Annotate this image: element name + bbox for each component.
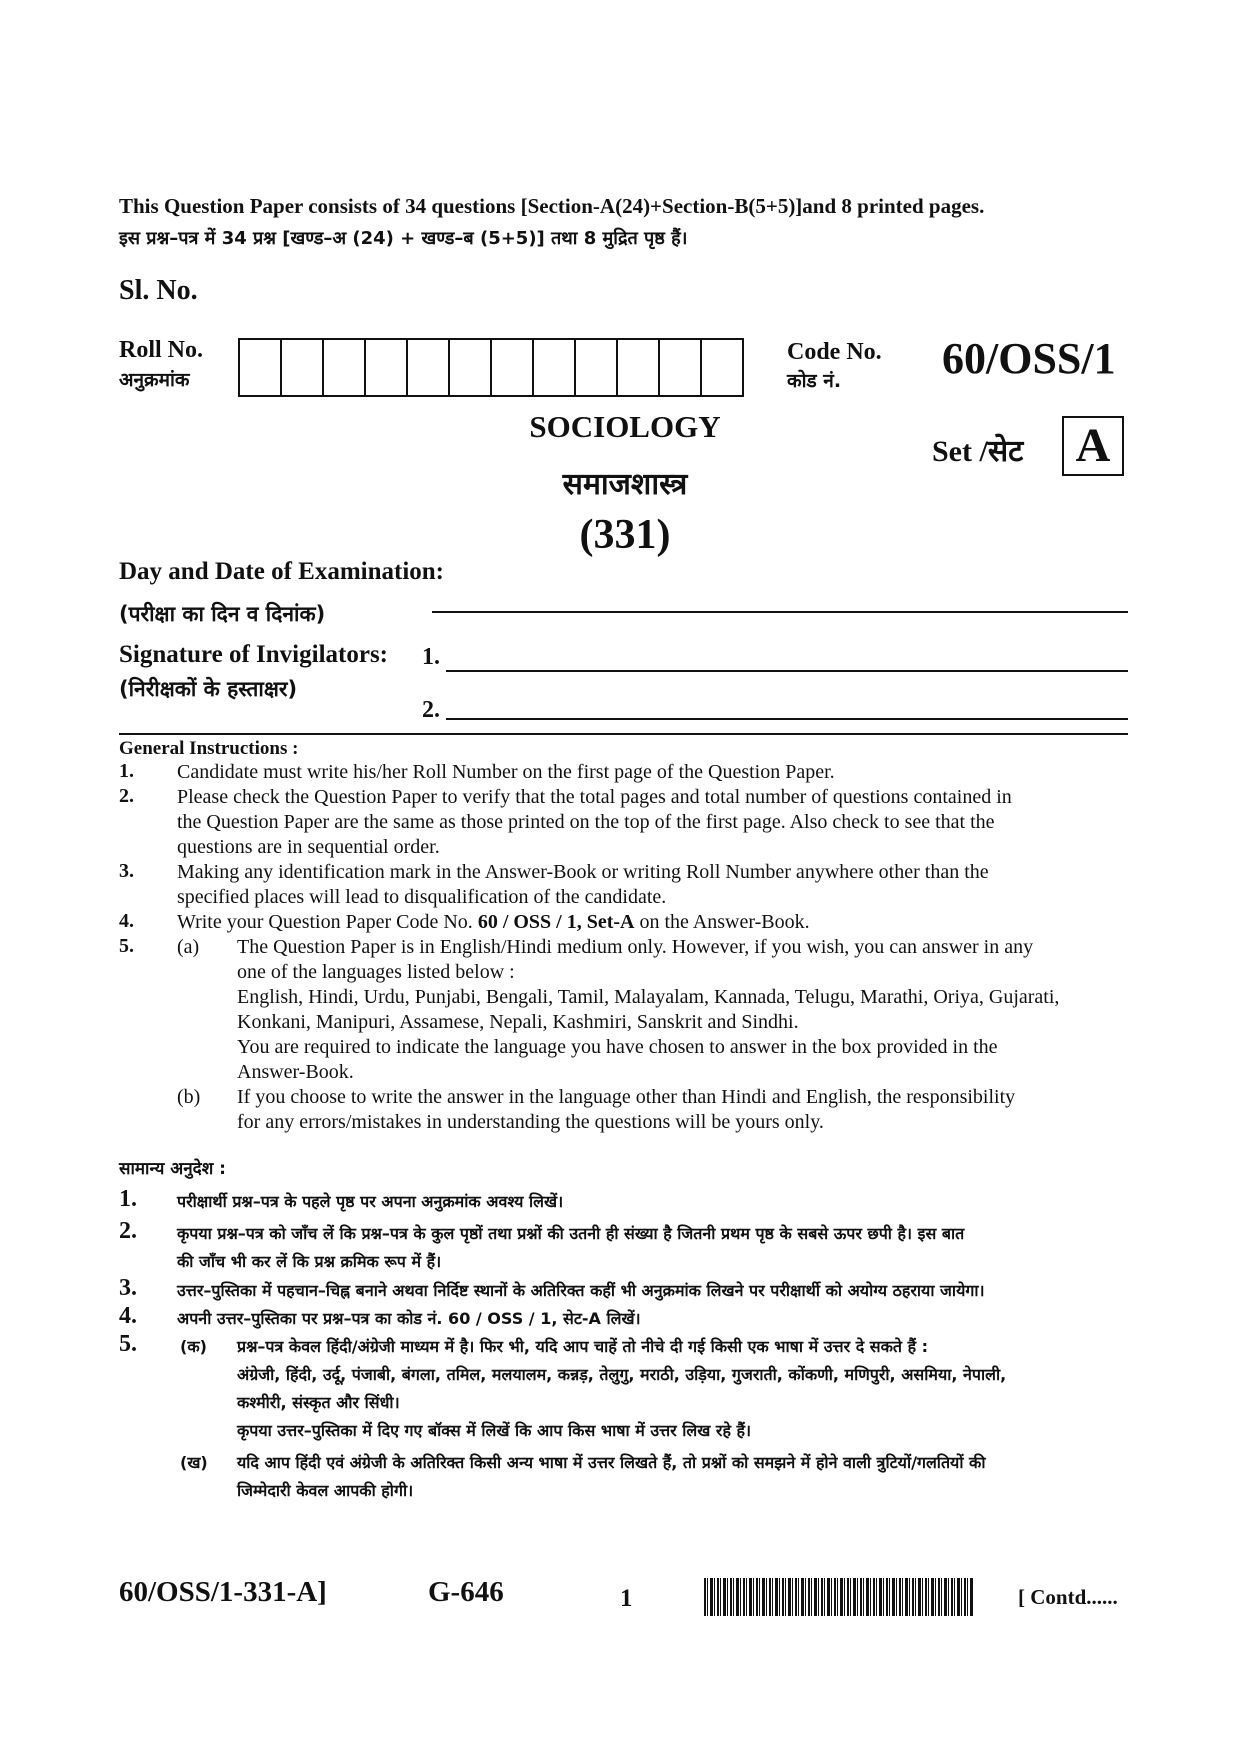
instruction-text: Making any identification mark in the Answer-Book or writing Roll Number anywhere other than the (177, 861, 989, 883)
invigilator-1-number: 1. (422, 644, 440, 670)
roll-number-cell[interactable] (364, 338, 408, 397)
instruction-number: 4. (119, 910, 134, 932)
hindi-instruction-text: कृपया उत्तर–पुस्तिका में दिए गए बॉक्स में लिखें कि आप किस भाषा में उत्तर लिख रहे हैं। (237, 1421, 752, 1440)
invigilator-label-hi: (निरीक्षकों के हस्ताक्षर) (119, 677, 298, 701)
roll-number-cell[interactable] (406, 338, 450, 397)
roll-number-cell[interactable] (616, 338, 660, 397)
exam-date-line[interactable] (432, 611, 1128, 613)
subject-hi: समाजशास्त्र (562, 467, 688, 502)
barcode (704, 1578, 974, 1616)
instruction-sub-label: (a) (177, 936, 200, 958)
footer-series: G-646 (428, 1576, 504, 1608)
instruction-text: Please check the Question Paper to verify that the total pages and total number of questions contained in (177, 786, 1012, 808)
hindi-instruction-text: अंग्रेजी, हिंदी, उर्दू, पंजाबी, बंगला, तमिल, मलयालम, कन्नड़, तेलुगु, मराठी, उड़िया, गुजराती, कोंकणी, मणिपुरी, असमिया, नेपाली, (237, 1365, 1007, 1384)
instruction-text: You are required to indicate the language you have chosen to answer in the box provided in the (237, 1036, 998, 1058)
hindi-instructions-heading: सामान्य अनुदेश : (119, 1159, 226, 1179)
instruction-text: the Question Paper are the same as those printed on the top of the first page. Also check to see that the (177, 811, 995, 833)
hindi-instruction-number: 4. (119, 1303, 137, 1329)
footer-contd: [ Contd...... (1018, 1585, 1118, 1609)
hindi-instruction-number: 3. (119, 1275, 137, 1301)
instruction-text: English, Hindi, Urdu, Punjabi, Bengali, Tamil, Malayalam, Kannada, Telugu, Marathi, Oriya, Gujarati, (237, 986, 1060, 1008)
instruction-text (177, 910, 810, 935)
instruction-text: specified places will lead to disqualification of the candidate. (177, 886, 667, 908)
roll-number-cell[interactable] (658, 338, 702, 397)
instruction-number: 5. (119, 935, 134, 957)
subject-en: SOCIOLOGY (529, 409, 721, 444)
roll-number-cell[interactable] (448, 338, 492, 397)
instruction-number: 3. (119, 860, 134, 882)
instruction-text: one of the languages listed below : (237, 961, 515, 983)
roll-number-cell[interactable] (322, 338, 366, 397)
hindi-instruction-text: प्रश्न–पत्र केवल हिंदी/अंग्रेजी माध्यम में है। फिर भी, यदि आप चाहें तो नीचे दी गई किसी एक भाषा में उत्तर दे सकते हैं : (237, 1337, 929, 1356)
header-line-en: This Question Paper consists of 34 questions [Section-A(24)+Section-B(5+5)]and 8 printed pages. (119, 194, 985, 218)
exam-date-label-hi: (परीक्षा का दिन व दिनांक) (119, 602, 326, 626)
header-line-hi: इस प्रश्न–पत्र में 34 प्रश्न [खण्ड–अ (24) + खण्ड–ब (5+5)] तथा 8 मुद्रित पृष्ठ हैं। (119, 228, 688, 249)
code-no-label: Code No. (787, 339, 882, 365)
instruction-text: If you choose to write the answer in the language other than Hindi and English, the responsibility (237, 1086, 1016, 1108)
roll-number-cell[interactable] (532, 338, 576, 397)
instruction-text: questions are in sequential order. (177, 836, 440, 858)
set-box: A (1062, 416, 1124, 476)
hindi-instruction-text: की जाँच भी कर लें कि प्रश्न क्रमिक रूप में हैं। (177, 1252, 442, 1271)
roll-number-cell[interactable] (574, 338, 618, 397)
hindi-instruction-number: 2. (119, 1218, 137, 1244)
instruction-text: The Question Paper is in English/Hindi medium only. However, if you wish, you can answer in any (237, 936, 1034, 958)
roll-number-cell[interactable] (238, 338, 282, 397)
instruction-sub-label: (b) (177, 1086, 201, 1108)
invigilator-1-line[interactable] (446, 670, 1128, 672)
instruction-text: for any errors/mistakes in understanding the questions will be yours only. (237, 1111, 824, 1133)
code-no-label-hi: कोड नं. (787, 370, 842, 392)
instruction-text-part: on the Answer-Book. (634, 911, 810, 933)
section-divider (119, 733, 1128, 735)
hindi-instruction-text: उत्तर–पुस्तिका में पहचान–चिह्न बनाने अथवा निर्दिष्ट स्थानों के अतिरिक्त कहीं भी अनुक्रमांक लिखने पर परीक्षार्थी को अयोग्य ठहराया जायेगा। (177, 1281, 985, 1300)
hindi-instruction-text: परीक्षार्थी प्रश्न–पत्र के पहले पृष्ठ पर अपना अनुक्रमांक अवश्य लिखें। (177, 1192, 564, 1211)
instruction-text: Konkani, Manipuri, Assamese, Nepali, Kashmiri, Sanskrit and Sindhi. (237, 1011, 799, 1033)
hindi-instruction-text: जिम्मेदारी केवल आपकी होगी। (237, 1481, 414, 1500)
roll-number-boxes[interactable] (240, 338, 744, 397)
general-instructions-heading: General Instructions : (119, 738, 299, 759)
hindi-instruction-text: कृपया प्रश्न–पत्र को जाँच लें कि प्रश्न–पत्र के कुल पृष्ठों तथा प्रश्नों की उतनी ही संख्या है जितनी प्रथम पृष्ठ के सबसे ऊपर छपी है। इस बात (177, 1224, 965, 1243)
roll-no-label-hi: अनुक्रमांक (119, 369, 190, 391)
exam-date-label: Day and Date of Examination: (119, 558, 445, 585)
subject-code: (331) (579, 512, 671, 558)
hindi-instruction-number: 5. (119, 1331, 137, 1357)
instruction-number: 2. (119, 785, 134, 807)
hindi-instruction-text: अपनी उत्तर–पुस्तिका पर प्रश्न–पत्र का कोड नं. 60 / OSS / 1, सेट-A लिखें। (177, 1309, 641, 1328)
sl-no-label: Sl. No. (119, 275, 198, 306)
code-no-value: 60/OSS/1 (942, 334, 1116, 383)
set-label: Set /सेट (932, 435, 1024, 468)
instruction-text: Answer-Book. (237, 1061, 354, 1083)
instruction-number: 1. (119, 760, 134, 782)
roll-number-cell[interactable] (490, 338, 534, 397)
hindi-instruction-text: कश्मीरी, संस्कृत और सिंधी। (237, 1393, 400, 1412)
hindi-instruction-number: 1. (119, 1186, 137, 1212)
instruction-text: Candidate must write his/her Roll Number on the first page of the Question Paper. (177, 761, 835, 783)
hindi-instruction-sub-label: (क) (180, 1337, 207, 1356)
hindi-instruction-text: यदि आप हिंदी एवं अंग्रेजी के अतिरिक्त किसी अन्य भाषा में उत्तर लिखते हैं, तो प्रश्नों को समझने में होने वाली त्रुटियों/गलतियों की (237, 1453, 986, 1472)
invigilator-2-line[interactable] (446, 718, 1128, 720)
instruction-text-part: Write your Question Paper Code No. (177, 911, 478, 933)
invigilator-2-number: 2. (422, 697, 440, 723)
roll-number-cell[interactable] (280, 338, 324, 397)
footer-paper-code: 60/OSS/1-331-A] (119, 1576, 327, 1608)
roll-number-cell[interactable] (700, 338, 744, 397)
invigilator-label: Signature of Invigilators: (119, 641, 388, 668)
instruction-text-part: 60 / OSS / 1, Set-A (477, 911, 635, 933)
hindi-instruction-sub-label: (ख) (180, 1453, 208, 1472)
roll-no-label: Roll No. (119, 337, 203, 363)
footer-page-number: 1 (620, 1585, 633, 1612)
